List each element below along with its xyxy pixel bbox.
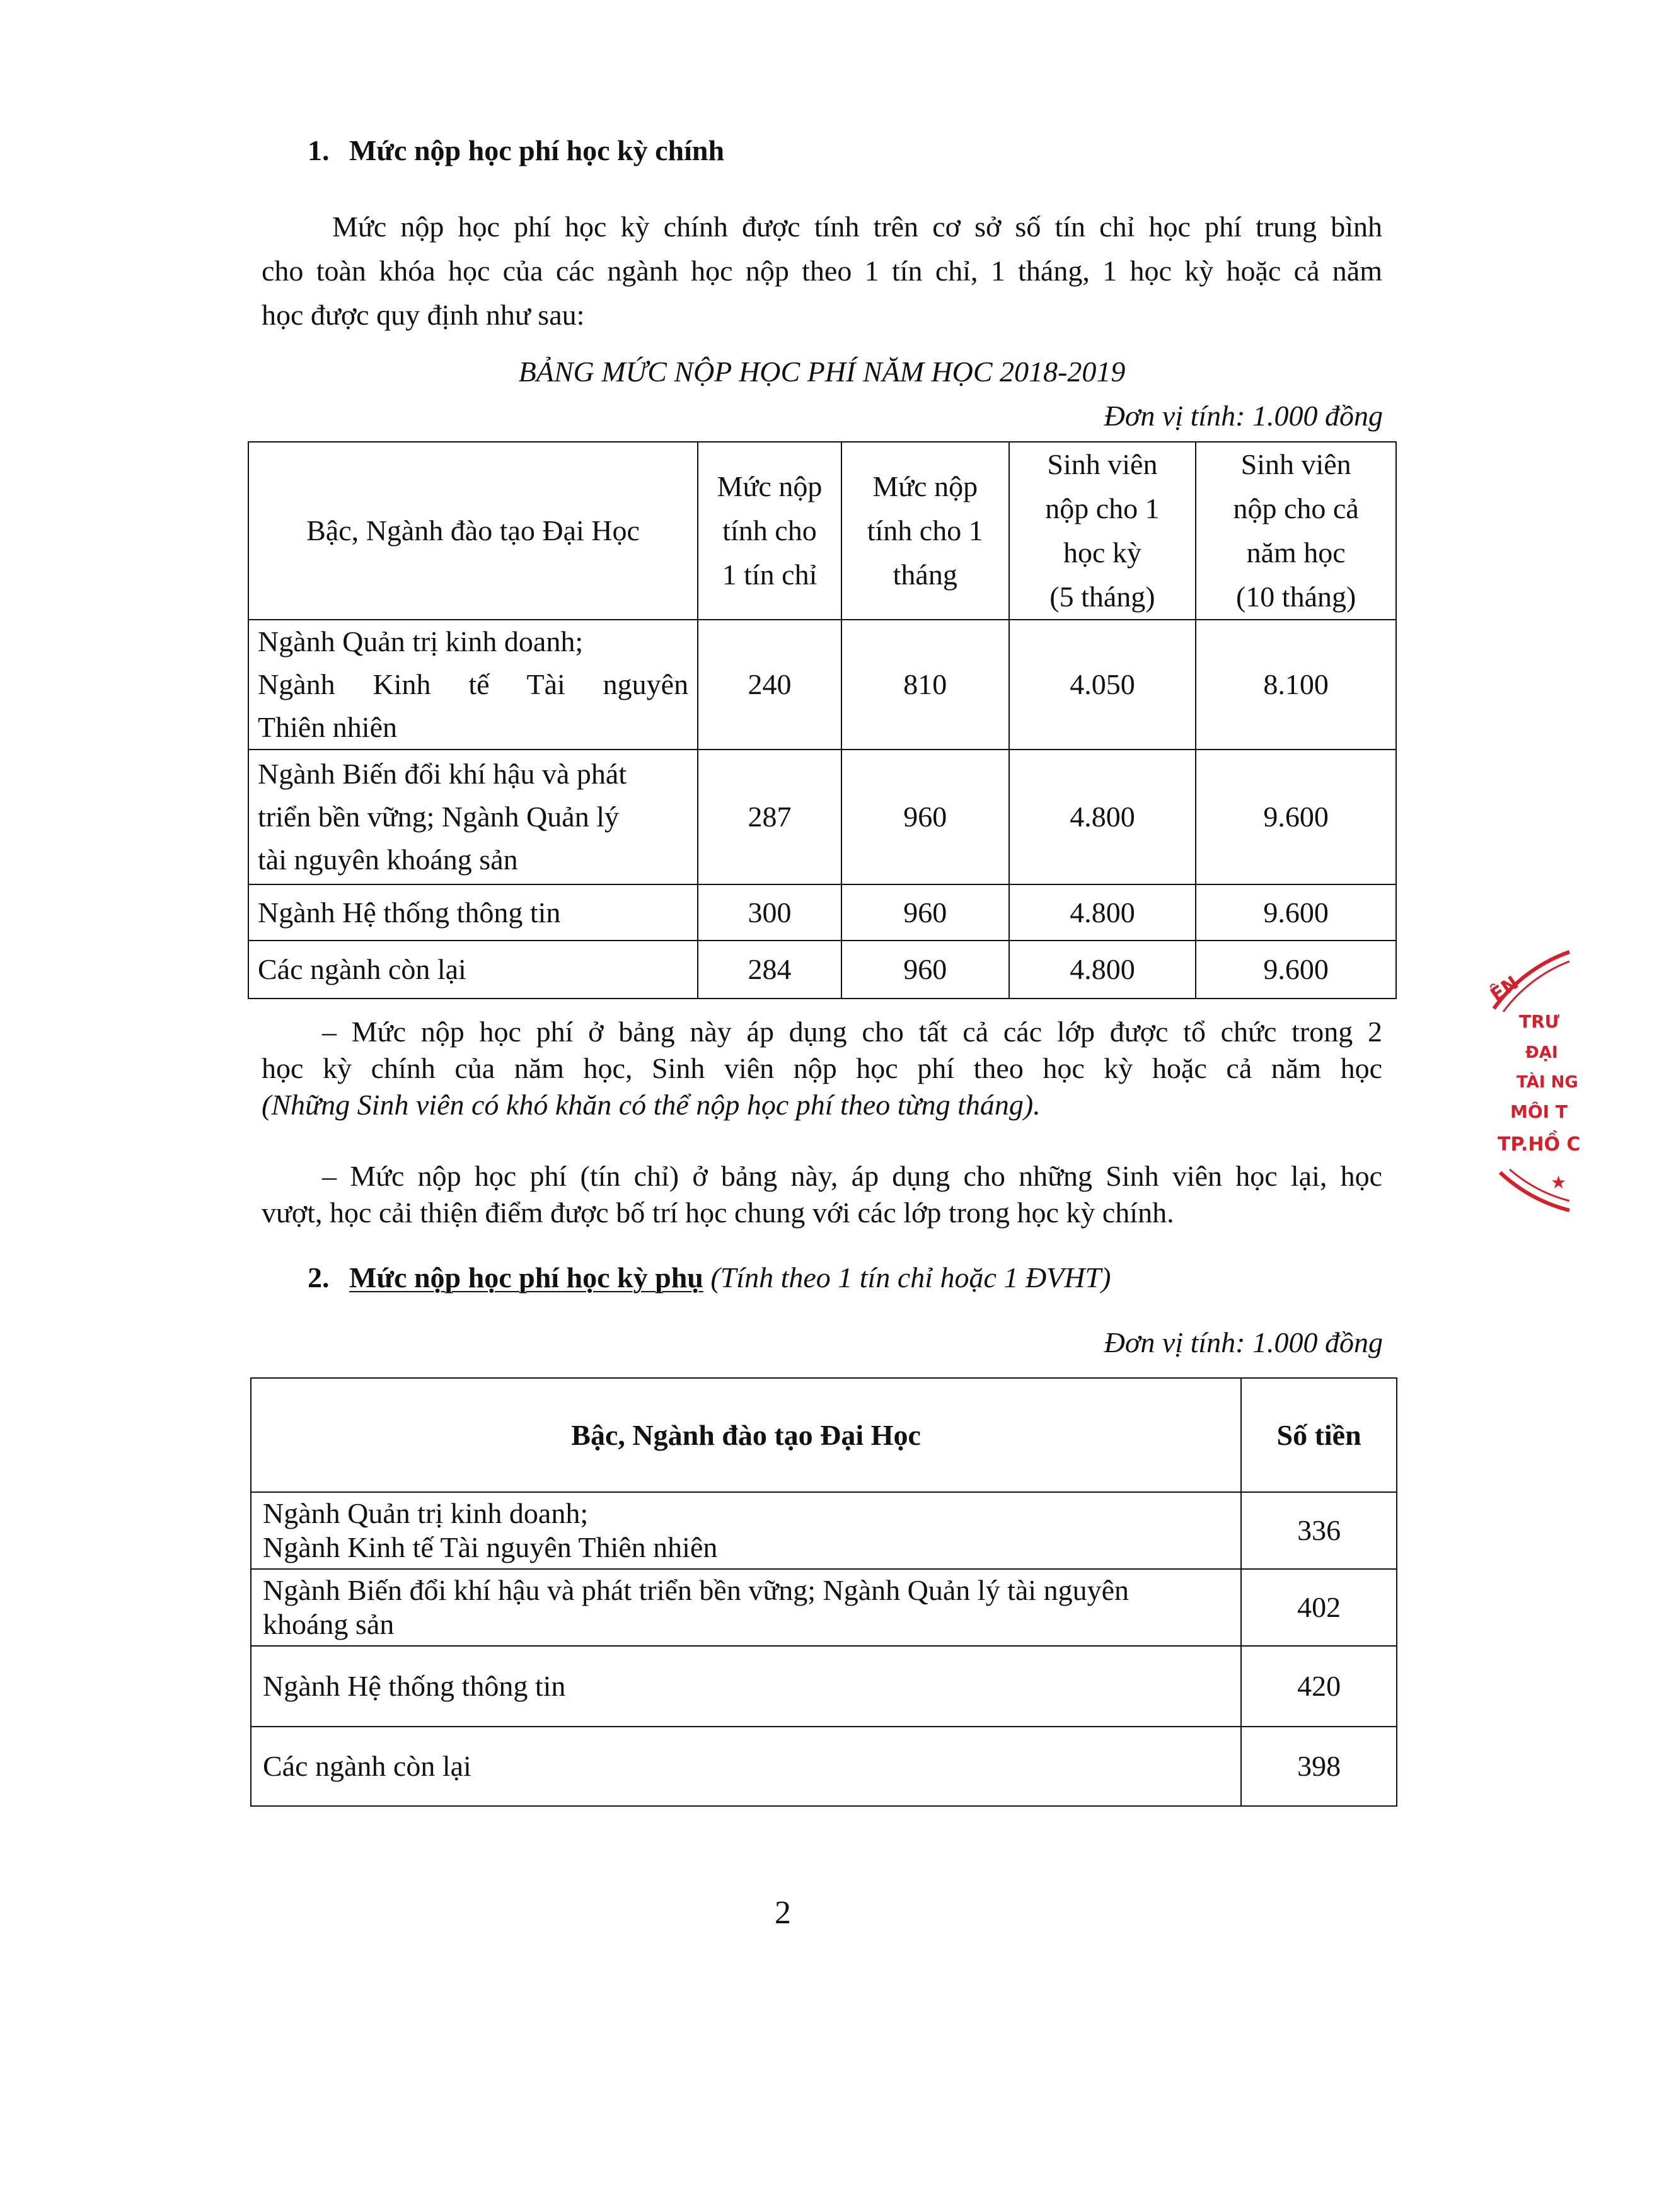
header-per-semester: Sinh viên nộp cho 1 học kỳ (5 tháng) <box>1009 442 1196 620</box>
year-cell: 9.600 <box>1196 941 1396 999</box>
table-row <box>251 1492 1397 1569</box>
page-number: 2 <box>775 1895 791 1931</box>
header-program: Bậc, Ngành đào tạo Đại Học <box>251 1378 1241 1492</box>
program-name-cell: Ngành Quản trị kinh doanh; Ngành Kinh tế Tài nguyên Thiên nhiên <box>248 620 698 750</box>
program-name-cell: Ngành Quản trị kinh doanh; Ngành Kinh tế Tài nguyên Thiên nhiên <box>251 1492 1241 1569</box>
table-row <box>248 620 1396 750</box>
table-row <box>251 1569 1397 1646</box>
amount-cell: 420 <box>1241 1646 1397 1727</box>
svg-text:MÔI T: MÔI T <box>1510 1101 1568 1122</box>
stamp-seal-icon <box>1475 933 1581 1248</box>
section-1-number: 1. <box>308 134 330 166</box>
table-row <box>248 941 1396 999</box>
semester-cell: 4.800 <box>1009 750 1196 884</box>
unit-label: Đơn vị tính: 1.000 đồng <box>1104 400 1383 432</box>
unit-label-2: Đơn vị tính: 1.000 đồng <box>1104 1326 1383 1358</box>
program-name-cell: Các ngành còn lại <box>248 941 698 999</box>
year-cell: 9.600 <box>1196 750 1396 884</box>
official-stamp <box>1475 933 1664 1248</box>
semester-cell: 4.800 <box>1009 941 1196 999</box>
month-cell: 960 <box>841 884 1009 941</box>
note-1: – Mức nộp học phí ở bảng này áp dụng cho tất cả các lớp được tổ chức trong 2 học kỳ chính của năm học, Sinh viên nộp học phí theo học kỳ hoặc cả năm học (Những Sinh viên có khó khăn có thể nộp học phí theo từng tháng). <box>262 1016 1382 1121</box>
svg-text:TP.HỒ C: TP.HỒ C <box>1498 1133 1581 1155</box>
svg-text:ĐẠI: ĐẠI <box>1525 1043 1558 1062</box>
table-caption: BẢNG MỨC NỘP HỌC PHÍ NĂM HỌC 2018-2019 <box>518 356 1126 388</box>
section-2-title-note: (Tính theo 1 tín chỉ hoặc 1 ĐVHT) <box>710 1261 1111 1294</box>
header-per-credit: Mức nộp tính cho 1 tín chỉ <box>698 442 841 620</box>
paragraph-line: Mức nộp học phí học kỳ chính được tính trên cơ sở số tín chỉ học phí trung bình <box>332 211 1382 243</box>
header-program: Bậc, Ngành đào tạo Đại Học <box>248 442 698 620</box>
month-cell: 960 <box>841 941 1009 999</box>
credit-cell: 284 <box>698 941 841 999</box>
svg-text:TÀI NG: TÀI NG <box>1517 1073 1578 1092</box>
section-2-number: 2. <box>308 1261 330 1294</box>
credit-cell: 287 <box>698 750 841 884</box>
year-cell: 9.600 <box>1196 884 1396 941</box>
program-name-cell: Các ngành còn lại <box>251 1727 1241 1806</box>
table-header-row <box>248 442 1396 620</box>
tuition-table-main <box>248 441 1397 999</box>
year-cell: 8.100 <box>1196 620 1396 750</box>
table-row <box>248 884 1396 941</box>
credit-cell: 300 <box>698 884 841 941</box>
table-row <box>248 750 1396 884</box>
amount-cell: 398 <box>1241 1727 1397 1806</box>
tuition-table-summer <box>250 1377 1397 1807</box>
program-name-cell: Ngành Hệ thống thông tin <box>248 884 698 941</box>
table-row <box>251 1646 1397 1727</box>
note-2: – Mức nộp học phí (tín chỉ) ở bảng này, áp dụng cho những Sinh viên học lại, học vượt, học cải thiện điểm được bố trí học chung với các lớp trong học kỳ chính. <box>262 1160 1382 1229</box>
semester-cell: 4.800 <box>1009 884 1196 941</box>
svg-text:ÊN: ÊN <box>1486 971 1523 1007</box>
amount-cell: 402 <box>1241 1569 1397 1646</box>
table-header-row <box>251 1378 1397 1492</box>
program-name-cell: Ngành Hệ thống thông tin <box>251 1646 1241 1727</box>
semester-cell: 4.050 <box>1009 620 1196 750</box>
program-name-cell: Ngành Biến đổi khí hậu và phát triển bền vững; Ngành Quản lý tài nguyên khoáng sản <box>251 1569 1241 1646</box>
header-amount: Số tiền <box>1241 1378 1397 1492</box>
paragraph-line: cho toàn khóa học của các ngành học nộp theo 1 tín chỉ, 1 tháng, 1 học kỳ hoặc cả năm <box>262 255 1382 287</box>
month-cell: 810 <box>841 620 1009 750</box>
program-name-cell: Ngành Biến đổi khí hậu và phát triển bền vững; Ngành Quản lý tài nguyên khoáng sản <box>248 750 698 884</box>
paragraph-line: học được quy định như sau: <box>262 299 585 331</box>
section-1-title <box>308 134 724 167</box>
svg-text:TRƯ: TRƯ <box>1519 1011 1560 1032</box>
amount-cell: 336 <box>1241 1492 1397 1569</box>
section-1-paragraph <box>262 205 1382 337</box>
header-per-month: Mức nộp tính cho 1 tháng <box>841 442 1009 620</box>
section-2-title <box>308 1261 1111 1294</box>
svg-text:★: ★ <box>1551 1172 1567 1193</box>
credit-cell: 240 <box>698 620 841 750</box>
section-2-title-text: Mức nộp học phí học kỳ phụ <box>349 1261 703 1294</box>
header-per-year: Sinh viên nộp cho cả năm học (10 tháng) <box>1196 442 1396 620</box>
month-cell: 960 <box>841 750 1009 884</box>
section-1-title-text: Mức nộp học phí học kỳ chính <box>349 134 725 166</box>
table-row <box>251 1727 1397 1806</box>
